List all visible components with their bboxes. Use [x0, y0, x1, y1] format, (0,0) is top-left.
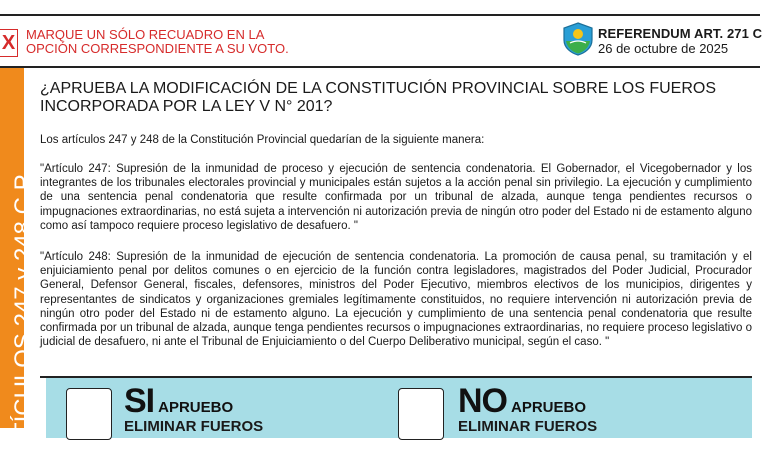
referendum-title: REFERENDUM ART. 271 C: [598, 26, 762, 41]
vote-options-panel: [46, 378, 752, 438]
intro-text: Los artículos 247 y 248 de la Constitución Provincial quedarían de la siguiente manera:: [40, 134, 485, 146]
no-option-label: [458, 382, 586, 421]
article-247-text: "Artículo 247: Supresión de la inmunidad de proceso y ejecución de sentencia condenatoria. El Gobernador, el Vicegobernador y los integrantes de los tribunales electorales provincial y municipales están sujetos a la acción penal sin privilegio. La ejecución y cumplimiento de una sentencia penal condenatoria que resulte confirmada por un tribunal de alzada, aunque tenga pendientes recursos o impugnaciones extraordinarias, no está sujeta a intervención ni autorización previa de ningún otro poder del Estado ni de estamento alguno como así tampoco requiere proceso legislativo de desafuero. ": [40, 163, 752, 232]
yes-option-small: APRUEBO: [158, 399, 234, 416]
top-border: [0, 14, 760, 16]
yes-checkbox[interactable]: [66, 388, 112, 440]
instruction-line-2: OPCIÓN CORRESPONDIENTE A SU VOTO.: [26, 41, 289, 56]
no-option-sub: ELIMINAR FUEROS: [458, 418, 598, 435]
no-option-small: APRUEBO: [511, 399, 587, 416]
yes-option-sub: ELIMINAR FUEROS: [124, 418, 264, 435]
provincial-seal-icon: [562, 22, 594, 56]
no-option-big: NO: [458, 382, 507, 420]
voting-instruction: [26, 28, 289, 56]
yes-option-label: [124, 382, 233, 421]
referendum-question: ¿APRUEBA LA MODIFICACIÓN DE LA CONSTITUCIÓN PROVINCIAL SOBRE LOS FUEROS INCORPORADA POR LA LEY V N° 201?: [40, 80, 716, 115]
mark-example-box: X: [0, 29, 18, 57]
no-checkbox[interactable]: [398, 388, 444, 440]
articles-sidebar: [0, 68, 37, 470]
sidebar-label: ARTÍCULOS 247 y 248 C.P.: [10, 170, 37, 470]
header-divider: [0, 66, 760, 68]
yes-option-big: SI: [124, 382, 155, 420]
article-248-text: "Artículo 248: Supresión de la inmunidad de ejecución de sentencia condenatoria. La promoción de causa penal, su tramitación y el enjuiciamiento penal por delitos comunes o en ejercicio de la función contra legisladores, magistrados del Poder Judicial, Procurador General, Defensor General, fiscales, defensores, ministros del Poder Ejecutivo, miembros electivos de los municipios, dirigentes y representantes de sindicatos y organizaciones gremiales legítimamente constituidos, no requiere intervención ni autorización previa de ningún otro poder del Estado ni de estamento alguno. La ejecución y cumplimiento de una sentencia penal condenatoria que resulte confirmada por un tribunal de alzada, aunque tenga pendientes recursos o impugnaciones extraordinarias, no requiere proceso legislativo o judicial de desafuero, ni ante el Tribunal de Enjuiciamiento o del Cuerpo Deliberativo municipal, según el caso. ": [40, 251, 752, 349]
referendum-date: 26 de octubre de 2025: [598, 41, 729, 56]
instruction-line-1: MARQUE UN SÓLO RECUADRO EN LA: [26, 27, 265, 42]
